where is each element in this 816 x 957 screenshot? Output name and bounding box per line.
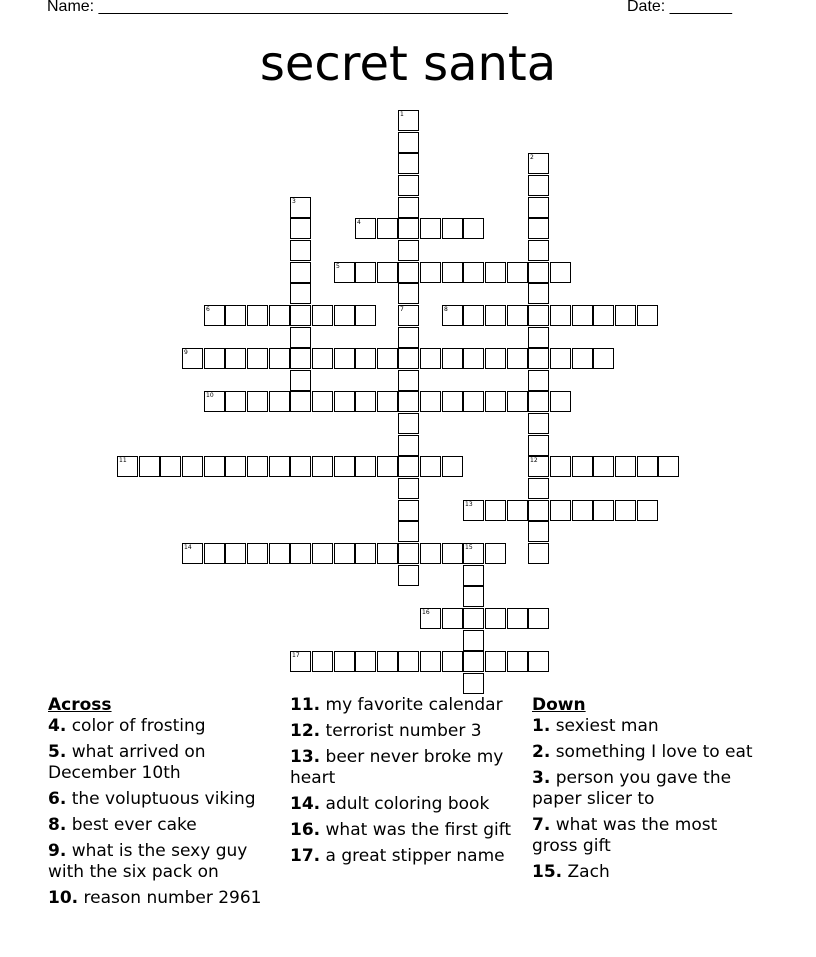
grid-cell[interactable]	[312, 651, 333, 672]
grid-cell[interactable]	[290, 262, 311, 283]
puzzle-title: secret santa	[259, 36, 557, 92]
grid-cell[interactable]	[507, 608, 528, 629]
grid-cell[interactable]	[572, 348, 593, 369]
grid-cell[interactable]	[398, 435, 419, 456]
grid-cell[interactable]	[398, 153, 419, 174]
grid-cell[interactable]	[269, 305, 290, 326]
grid-cell[interactable]	[507, 651, 528, 672]
grid-cell[interactable]	[334, 456, 355, 477]
grid-cell[interactable]	[334, 348, 355, 369]
grid-cell[interactable]	[290, 543, 311, 564]
grid-cell[interactable]	[593, 348, 614, 369]
grid-cell[interactable]	[463, 651, 484, 672]
grid-cell[interactable]	[398, 370, 419, 391]
grid-cell[interactable]	[225, 348, 246, 369]
grid-cell[interactable]	[290, 651, 311, 672]
grid-cell[interactable]	[550, 262, 571, 283]
grid-cell[interactable]	[398, 500, 419, 521]
grid-cell[interactable]	[507, 262, 528, 283]
grid-cell[interactable]	[420, 543, 441, 564]
clue-across-4: 4. color of frosting	[48, 716, 206, 736]
grid-cell[interactable]	[528, 218, 549, 239]
grid-cell[interactable]	[463, 586, 484, 607]
grid-cell[interactable]	[485, 391, 506, 412]
clue-down-3: 3. person you gave the paper slicer to	[532, 768, 732, 809]
grid-cell[interactable]	[398, 521, 419, 542]
grid-cell[interactable]	[398, 110, 419, 131]
grid-cell[interactable]	[247, 391, 268, 412]
grid-cell[interactable]	[225, 456, 246, 477]
clue-number: 9	[184, 349, 188, 356]
grid-cell[interactable]	[420, 348, 441, 369]
grid-cell[interactable]	[485, 608, 506, 629]
clue-down-7: 7. what was the most gross gift	[532, 815, 718, 856]
clue-number: 16	[422, 609, 430, 616]
grid-cell[interactable]	[355, 348, 376, 369]
grid-cell[interactable]	[269, 456, 290, 477]
grid-cell[interactable]	[593, 456, 614, 477]
grid-cell[interactable]	[442, 262, 463, 283]
clue-across-6: 6. the voluptuous viking	[48, 789, 256, 809]
grid-cell[interactable]	[398, 391, 419, 412]
clue-number: 4	[357, 219, 361, 226]
grid-cell[interactable]	[463, 565, 484, 586]
grid-cell[interactable]	[442, 543, 463, 564]
down-heading: Down	[532, 695, 586, 715]
grid-cell[interactable]	[290, 283, 311, 304]
clue-number: 6	[206, 306, 210, 313]
grid-cell[interactable]	[290, 370, 311, 391]
grid-cell[interactable]	[182, 348, 203, 369]
grid-cell[interactable]	[463, 262, 484, 283]
clue-across-17: 17. a great stipper name	[290, 846, 505, 866]
down-clues-column	[532, 695, 762, 888]
grid-cell[interactable]	[528, 608, 549, 629]
grid-cell[interactable]	[398, 348, 419, 369]
grid-cell[interactable]	[528, 305, 549, 326]
grid-cell[interactable]	[312, 543, 333, 564]
grid-cell[interactable]	[204, 305, 225, 326]
grid-cell[interactable]	[398, 543, 419, 564]
grid-cell[interactable]	[637, 305, 658, 326]
grid-cell[interactable]	[528, 651, 549, 672]
grid-cell[interactable]	[572, 456, 593, 477]
grid-cell[interactable]	[225, 543, 246, 564]
grid-cell[interactable]	[312, 456, 333, 477]
clue-across-16: 16. what was the first gift	[290, 820, 512, 840]
grid-cell[interactable]	[550, 348, 571, 369]
grid-cell[interactable]	[442, 651, 463, 672]
grid-cell[interactable]	[420, 608, 441, 629]
grid-cell[interactable]	[398, 565, 419, 586]
grid-cell[interactable]	[463, 391, 484, 412]
grid-cell[interactable]	[334, 305, 355, 326]
grid-cell[interactable]	[463, 500, 484, 521]
clue-number: 3	[292, 198, 296, 205]
clue-down-1: 1. sexiest man	[532, 716, 659, 736]
grid-cell[interactable]	[550, 456, 571, 477]
grid-cell[interactable]	[528, 283, 549, 304]
grid-cell[interactable]	[637, 456, 658, 477]
grid-cell[interactable]	[355, 651, 376, 672]
clue-number: 7	[400, 306, 404, 313]
grid-cell[interactable]	[528, 413, 549, 434]
grid-cell[interactable]	[398, 327, 419, 348]
grid-cell[interactable]	[507, 348, 528, 369]
grid-cell[interactable]	[377, 391, 398, 412]
clue-number: 17	[292, 652, 300, 659]
grid-cell[interactable]	[225, 305, 246, 326]
clue-number: 13	[465, 501, 473, 508]
grid-cell[interactable]	[528, 327, 549, 348]
grid-cell[interactable]	[550, 305, 571, 326]
clue-down-15: 15. Zach	[532, 862, 610, 882]
grid-cell[interactable]	[485, 348, 506, 369]
across-heading: Across	[48, 695, 112, 715]
grid-cell[interactable]	[398, 132, 419, 153]
grid-cell[interactable]	[355, 391, 376, 412]
grid-cell[interactable]	[442, 218, 463, 239]
grid-cell[interactable]	[269, 543, 290, 564]
clue-number: 2	[530, 154, 534, 161]
grid-cell[interactable]	[398, 456, 419, 477]
grid-cell[interactable]	[204, 543, 225, 564]
grid-cell[interactable]	[528, 153, 549, 174]
grid-cell[interactable]	[615, 456, 636, 477]
grid-cell[interactable]	[398, 478, 419, 499]
grid-cell[interactable]	[377, 262, 398, 283]
grid-cell[interactable]	[593, 500, 614, 521]
grid-cell[interactable]	[398, 240, 419, 261]
grid-cell[interactable]	[269, 391, 290, 412]
clue-number: 11	[119, 457, 127, 464]
grid-cell[interactable]	[463, 218, 484, 239]
grid-cell[interactable]	[398, 218, 419, 239]
grid-cell[interactable]	[420, 218, 441, 239]
grid-cell[interactable]	[658, 456, 679, 477]
grid-cell[interactable]	[355, 305, 376, 326]
grid-cell[interactable]	[550, 391, 571, 412]
grid-cell[interactable]	[528, 262, 549, 283]
grid-cell[interactable]	[485, 651, 506, 672]
grid-cell[interactable]	[355, 218, 376, 239]
grid-cell[interactable]	[225, 391, 246, 412]
clue-number: 8	[444, 306, 448, 313]
grid-cell[interactable]	[312, 391, 333, 412]
grid-cell[interactable]	[485, 543, 506, 564]
grid-cell[interactable]	[637, 500, 658, 521]
grid-cell[interactable]	[528, 197, 549, 218]
grid-cell[interactable]	[247, 543, 268, 564]
grid-cell[interactable]	[615, 500, 636, 521]
clue-number: 5	[336, 263, 340, 270]
grid-cell[interactable]	[507, 500, 528, 521]
grid-cell[interactable]	[398, 262, 419, 283]
grid-cell[interactable]	[290, 456, 311, 477]
clue-number: 10	[206, 392, 214, 399]
grid-cell[interactable]	[355, 456, 376, 477]
grid-cell[interactable]	[398, 283, 419, 304]
grid-cell[interactable]	[528, 370, 549, 391]
grid-cell[interactable]	[528, 175, 549, 196]
date-field[interactable]: Date: _______	[627, 0, 732, 15]
grid-cell[interactable]	[485, 262, 506, 283]
grid-cell[interactable]	[463, 608, 484, 629]
grid-cell[interactable]	[247, 456, 268, 477]
grid-cell[interactable]	[290, 197, 311, 218]
across-clues-column-1	[48, 695, 273, 914]
grid-cell[interactable]	[463, 630, 484, 651]
clue-across-14: 14. adult coloring book	[290, 794, 490, 814]
grid-cell[interactable]	[334, 651, 355, 672]
grid-cell[interactable]	[528, 348, 549, 369]
grid-cell[interactable]	[355, 543, 376, 564]
grid-cell[interactable]	[572, 305, 593, 326]
grid-cell[interactable]	[377, 348, 398, 369]
grid-cell[interactable]	[420, 262, 441, 283]
grid-cell[interactable]	[290, 240, 311, 261]
clue-across-12: 12. terrorist number 3	[290, 721, 482, 741]
clue-number: 14	[184, 544, 192, 551]
grid-cell[interactable]	[420, 456, 441, 477]
name-field[interactable]: Name: ______________________________________________	[47, 0, 508, 15]
grid-cell[interactable]	[528, 456, 549, 477]
clue-across-11: 11. my favorite calendar	[290, 695, 503, 715]
grid-cell[interactable]	[507, 305, 528, 326]
grid-cell[interactable]	[615, 305, 636, 326]
grid-cell[interactable]	[463, 673, 484, 694]
grid-cell[interactable]	[442, 456, 463, 477]
grid-cell[interactable]	[290, 348, 311, 369]
grid-cell[interactable]	[204, 456, 225, 477]
clue-number: 15	[465, 544, 473, 551]
grid-cell[interactable]	[528, 478, 549, 499]
grid-cell[interactable]	[117, 456, 138, 477]
grid-cell[interactable]	[139, 456, 160, 477]
grid-cell[interactable]	[528, 521, 549, 542]
grid-cell[interactable]	[463, 348, 484, 369]
grid-cell[interactable]	[204, 348, 225, 369]
grid-cell[interactable]	[528, 435, 549, 456]
clue-across-5: 5. what arrived on December 10th	[48, 742, 206, 783]
grid-cell[interactable]	[398, 305, 419, 326]
grid-cell[interactable]	[442, 348, 463, 369]
grid-cell[interactable]	[572, 500, 593, 521]
grid-cell[interactable]	[290, 305, 311, 326]
grid-cell[interactable]	[377, 456, 398, 477]
grid-cell[interactable]	[528, 240, 549, 261]
grid-cell[interactable]	[334, 543, 355, 564]
grid-cell[interactable]	[528, 543, 549, 564]
grid-cell[interactable]	[269, 348, 290, 369]
grid-cell[interactable]	[334, 262, 355, 283]
grid-cell[interactable]	[398, 175, 419, 196]
grid-cell[interactable]	[182, 456, 203, 477]
grid-cell[interactable]	[485, 500, 506, 521]
clue-across-10: 10. reason number 2961	[48, 888, 262, 908]
grid-cell[interactable]	[290, 391, 311, 412]
grid-cell[interactable]	[334, 391, 355, 412]
grid-cell[interactable]	[290, 218, 311, 239]
grid-cell[interactable]	[463, 305, 484, 326]
grid-cell[interactable]	[442, 391, 463, 412]
grid-cell[interactable]	[312, 305, 333, 326]
across-clues-column-2	[290, 695, 512, 872]
grid-cell[interactable]	[247, 348, 268, 369]
grid-cell[interactable]	[377, 651, 398, 672]
grid-cell[interactable]	[550, 500, 571, 521]
grid-cell[interactable]	[312, 348, 333, 369]
grid-cell[interactable]	[377, 543, 398, 564]
clue-down-2: 2. something I love to eat	[532, 742, 753, 762]
grid-cell[interactable]	[398, 197, 419, 218]
clue-number: 1	[400, 111, 404, 118]
grid-cell[interactable]	[247, 305, 268, 326]
clue-across-8: 8. best ever cake	[48, 815, 197, 835]
clue-across-9: 9. what is the sexy guy with the six pack on	[48, 841, 248, 882]
grid-cell[interactable]	[463, 543, 484, 564]
grid-cell[interactable]	[528, 500, 549, 521]
grid-cell[interactable]	[420, 651, 441, 672]
grid-cell[interactable]	[355, 262, 376, 283]
grid-cell[interactable]	[485, 305, 506, 326]
clue-across-13: 13. beer never broke my heart	[290, 747, 504, 788]
grid-cell[interactable]	[204, 391, 225, 412]
grid-cell[interactable]	[398, 413, 419, 434]
grid-cell[interactable]	[507, 391, 528, 412]
grid-cell[interactable]	[528, 391, 549, 412]
grid-cell[interactable]	[442, 608, 463, 629]
grid-cell[interactable]	[182, 543, 203, 564]
clue-number: 12	[530, 457, 538, 464]
grid-cell[interactable]	[398, 651, 419, 672]
grid-cell[interactable]	[593, 305, 614, 326]
grid-cell[interactable]	[420, 391, 441, 412]
grid-cell[interactable]	[377, 218, 398, 239]
grid-cell[interactable]	[290, 327, 311, 348]
grid-cell[interactable]	[442, 305, 463, 326]
grid-cell[interactable]	[160, 456, 181, 477]
